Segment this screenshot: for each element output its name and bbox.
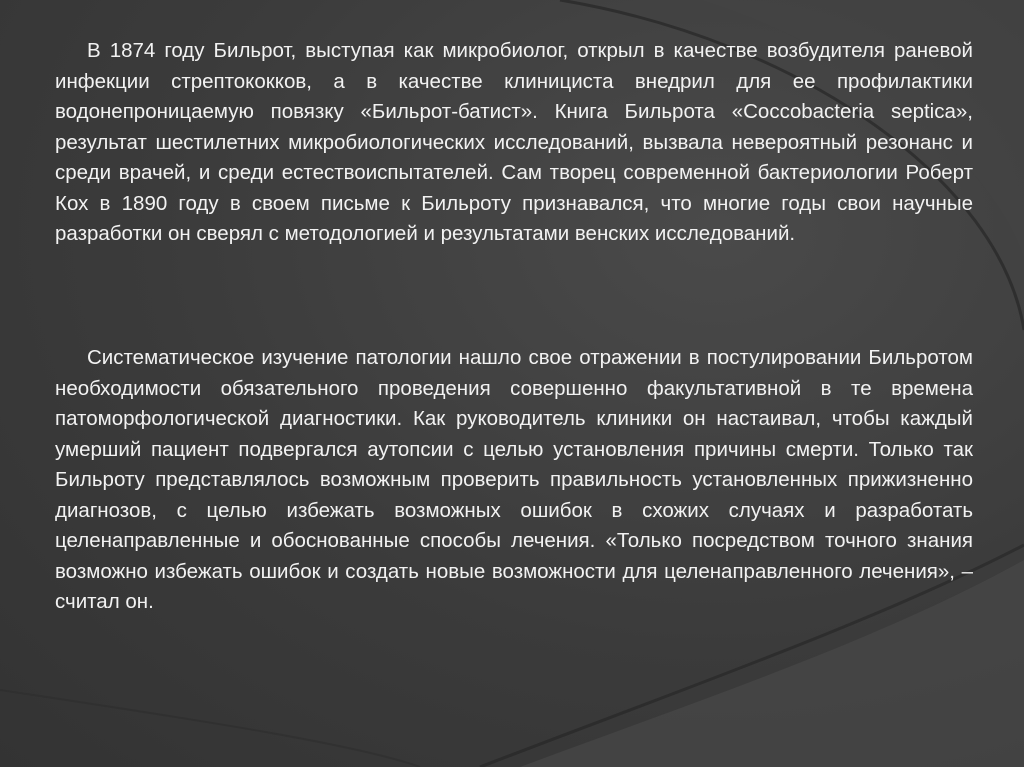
paragraph-billroth-microbiology: В 1874 году Бильрот, выступая как микробиолог, открыл в качестве возбудителя раневой инфекции стрептококков, а в качестве клинициста внедрил для ее профилактики водонепроницаемую повязку «Бильрот-батист». Книга Бильрота «Coccobacteria septica», результат шестилетних микробиологических исследований, вызвала невероятный резонанс и среди врачей, и среди естествоиспытателей. Сам творец современной бактериологии Роберт Кох в 1890 году в своем письме к Бильроту признавался, что многие годы свои научные разработки он сверял с методологией и результатами венских исследований. <box>55 39 973 245</box>
paragraph-billroth-pathology: Систематическое изучение патологии нашло свое отражении в постулировании Бильротом необходимости обязательного проведения совершенно факультативной в те времена патоморфологической диагностики. Как руководитель клиники он настаивал, чтобы каждый умерший пациент подвергался аутопсии с целью установления причины смерти. Только так Бильроту представлялось возможным проверить правильность установленных прижизненно диагнозов, с целью избежать возможных ошибок в схожих случаях и разработать целенаправленные и обоснованные способы лечения. «Только посредством точного знания возможно избежать ошибок и создать новые возможности для целенаправленного лечения», – считал он. <box>55 346 973 613</box>
decor-line-left <box>0 690 420 767</box>
